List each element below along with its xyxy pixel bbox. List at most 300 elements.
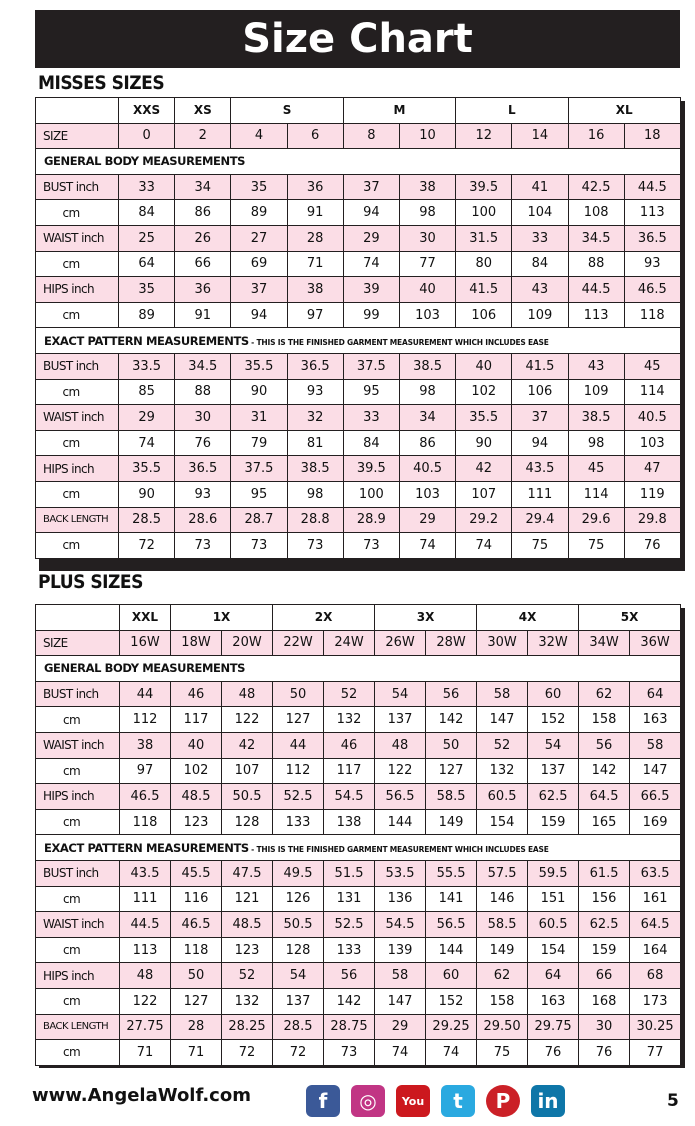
measurement-row (36, 481, 681, 507)
measurement-value: 95 (343, 379, 399, 405)
measurement-value: 77 (630, 1040, 681, 1066)
plus-heading: PLUS SIZES (38, 571, 143, 593)
measurement-row (36, 963, 681, 989)
measurement-value: 84 (512, 251, 568, 277)
measurement-label: cm (36, 937, 120, 963)
measurement-value: 43.5 (120, 860, 171, 886)
measurement-value: 126 (273, 886, 324, 912)
measurement-value: 64.5 (630, 912, 681, 938)
measurement-value: 136 (375, 886, 426, 912)
measurement-value: 28.75 (324, 1014, 375, 1040)
measurement-label: BUST inch (36, 174, 119, 200)
measurement-value: 52 (477, 732, 528, 758)
measurement-value: 98 (287, 481, 343, 507)
measurement-value: 40 (171, 732, 222, 758)
measurement-value: 41.5 (456, 277, 512, 303)
measurement-value: 111 (512, 481, 568, 507)
section-heading (36, 835, 681, 861)
measurement-value: 68 (630, 963, 681, 989)
section-heading-text: EXACT PATTERN MEASUREMENTS (44, 333, 249, 348)
measurement-row (36, 1040, 681, 1066)
measurement-label: cm (36, 251, 119, 277)
measurement-value: 73 (231, 533, 287, 559)
measurement-value: 142 (426, 707, 477, 733)
measurement-value: 79 (231, 430, 287, 456)
measurement-row (36, 732, 681, 758)
measurement-value: 31.5 (456, 225, 512, 251)
measurement-value: 34 (399, 405, 455, 431)
measurement-value: 113 (624, 200, 680, 226)
measurement-value: 90 (119, 481, 175, 507)
measurement-value: 62.5 (579, 912, 630, 938)
measurement-value: 45.5 (171, 860, 222, 886)
measurement-value: 127 (273, 707, 324, 733)
measurement-value: 91 (287, 200, 343, 226)
measurement-row (36, 405, 681, 431)
twitter-icon[interactable]: t (441, 1085, 475, 1117)
measurement-value: 63.5 (630, 860, 681, 886)
measurement-value: 29 (375, 1014, 426, 1040)
measurement-value: 64 (528, 963, 579, 989)
measurement-value: 112 (120, 707, 171, 733)
measurement-value: 122 (375, 758, 426, 784)
website-link[interactable]: www.AngelaWolf.com (32, 1085, 251, 1106)
measurement-value: 85 (119, 379, 175, 405)
measurement-value: 39.5 (456, 174, 512, 200)
measurement-value: 128 (222, 809, 273, 835)
measurement-value: 168 (579, 988, 630, 1014)
measurement-value: 39.5 (343, 456, 399, 482)
measurement-value: 90 (456, 430, 512, 456)
measurement-value: 28.9 (343, 507, 399, 533)
measurement-value: 62 (477, 963, 528, 989)
measurement-value: 109 (512, 302, 568, 328)
measurement-value: 113 (120, 937, 171, 963)
measurement-value: 107 (222, 758, 273, 784)
measurement-value: 58 (630, 732, 681, 758)
measurement-value: 161 (630, 886, 681, 912)
measurement-row (36, 988, 681, 1014)
misses-heading: MISSES SIZES (38, 72, 165, 94)
section-heading-text: EXACT PATTERN MEASUREMENTS (44, 840, 249, 855)
measurement-value: 34.5 (175, 353, 231, 379)
youtube-icon[interactable]: You (396, 1085, 430, 1117)
size-value: 36W (630, 630, 681, 656)
measurement-value: 103 (399, 302, 455, 328)
measurement-value: 52.5 (273, 784, 324, 810)
measurement-value: 27.75 (120, 1014, 171, 1040)
corner-cell (36, 605, 120, 631)
measurement-value: 116 (171, 886, 222, 912)
size-value: 2 (175, 123, 231, 149)
measurement-value: 163 (630, 707, 681, 733)
measurement-value: 104 (512, 200, 568, 226)
measurement-value: 133 (324, 937, 375, 963)
measurement-value: 54.5 (324, 784, 375, 810)
measurement-value: 98 (568, 430, 624, 456)
measurement-value: 28.5 (273, 1014, 324, 1040)
measurement-label: HIPS inch (36, 277, 119, 303)
measurement-value: 33.5 (119, 353, 175, 379)
measurement-value: 158 (579, 707, 630, 733)
measurement-value: 102 (456, 379, 512, 405)
measurement-value: 109 (568, 379, 624, 405)
measurement-value: 48.5 (171, 784, 222, 810)
measurement-value: 100 (456, 200, 512, 226)
measurement-value: 60 (528, 681, 579, 707)
measurement-value: 35 (119, 277, 175, 303)
measurement-value: 36.5 (624, 225, 680, 251)
measurement-value: 151 (528, 886, 579, 912)
measurement-value: 66 (175, 251, 231, 277)
section-heading (36, 328, 681, 354)
measurement-value: 58.5 (477, 912, 528, 938)
measurement-value: 147 (477, 707, 528, 733)
measurement-value: 48.5 (222, 912, 273, 938)
measurement-label: cm (36, 430, 119, 456)
measurement-value: 58.5 (426, 784, 477, 810)
size-value: 20W (222, 630, 273, 656)
size-value: 4 (231, 123, 287, 149)
measurement-value: 73 (324, 1040, 375, 1066)
measurement-value: 39 (343, 277, 399, 303)
measurement-row (36, 200, 681, 226)
measurement-row (36, 533, 681, 559)
measurement-value: 38.5 (287, 456, 343, 482)
measurement-value: 35.5 (119, 456, 175, 482)
measurement-value: 60 (426, 963, 477, 989)
measurement-value: 133 (273, 809, 324, 835)
measurement-value: 89 (119, 302, 175, 328)
measurement-value: 32 (287, 405, 343, 431)
section-heading (36, 149, 681, 175)
measurement-value: 30 (399, 225, 455, 251)
measurement-value: 141 (426, 886, 477, 912)
measurement-label: cm (36, 809, 120, 835)
measurement-value: 137 (273, 988, 324, 1014)
measurement-label: HIPS inch (36, 456, 119, 482)
plus-size-table (35, 604, 681, 1066)
measurement-value: 58 (477, 681, 528, 707)
measurement-value: 61.5 (579, 860, 630, 886)
size-group-label: XXL (120, 605, 171, 631)
measurement-value: 64.5 (579, 784, 630, 810)
measurement-value: 60.5 (477, 784, 528, 810)
measurement-value: 34 (175, 174, 231, 200)
measurement-value: 103 (399, 481, 455, 507)
measurement-label: cm (36, 200, 119, 226)
measurement-value: 152 (426, 988, 477, 1014)
measurement-value: 69 (231, 251, 287, 277)
measurement-value: 54 (528, 732, 579, 758)
measurement-value: 74 (119, 430, 175, 456)
measurement-value: 26 (175, 225, 231, 251)
measurement-value: 36.5 (287, 353, 343, 379)
measurement-value: 163 (528, 988, 579, 1014)
measurement-value: 138 (324, 809, 375, 835)
measurement-value: 73 (287, 533, 343, 559)
measurement-value: 66.5 (630, 784, 681, 810)
measurement-value: 90 (231, 379, 287, 405)
measurement-value: 28.6 (175, 507, 231, 533)
size-value: 24W (324, 630, 375, 656)
measurement-value: 159 (528, 809, 579, 835)
measurement-value: 117 (171, 707, 222, 733)
measurement-value: 76 (624, 533, 680, 559)
measurement-value: 37 (231, 277, 287, 303)
size-group-row (36, 98, 681, 124)
measurement-value: 28.25 (222, 1014, 273, 1040)
measurement-value: 44.5 (568, 277, 624, 303)
measurement-value: 93 (624, 251, 680, 277)
size-group-label: L (456, 98, 568, 124)
measurement-value: 58 (375, 963, 426, 989)
section-heading-text: GENERAL BODY MEASUREMENTS (44, 661, 246, 676)
measurement-value: 97 (120, 758, 171, 784)
measurement-value: 37 (512, 405, 568, 431)
measurement-value: 62.5 (528, 784, 579, 810)
measurement-value: 28.5 (119, 507, 175, 533)
section-heading-note: - THIS IS THE FINISHED GARMENT MEASUREMENT WHICH INCLUDES EASE (248, 337, 549, 347)
measurement-value: 28.8 (287, 507, 343, 533)
instagram-icon[interactable]: ◎ (351, 1085, 385, 1117)
measurement-row (36, 886, 681, 912)
measurement-value: 94 (343, 200, 399, 226)
measurement-value: 86 (175, 200, 231, 226)
measurement-value: 88 (175, 379, 231, 405)
measurement-row (36, 1014, 681, 1040)
measurement-row (36, 860, 681, 886)
measurement-value: 52.5 (324, 912, 375, 938)
measurement-value: 137 (528, 758, 579, 784)
measurement-row (36, 758, 681, 784)
linkedin-icon[interactable]: in (531, 1085, 565, 1117)
measurement-value: 38 (287, 277, 343, 303)
measurement-label: HIPS inch (36, 784, 120, 810)
measurement-value: 139 (375, 937, 426, 963)
measurement-value: 103 (624, 430, 680, 456)
measurement-value: 50 (171, 963, 222, 989)
measurement-value: 46.5 (171, 912, 222, 938)
measurement-value: 64 (630, 681, 681, 707)
measurement-value: 56.5 (426, 912, 477, 938)
measurement-value: 41 (512, 174, 568, 200)
size-value: 18 (624, 123, 680, 149)
measurement-value: 29.8 (624, 507, 680, 533)
measurement-value: 29.6 (568, 507, 624, 533)
measurement-value: 77 (399, 251, 455, 277)
measurement-value: 28 (287, 225, 343, 251)
measurement-value: 100 (343, 481, 399, 507)
measurement-value: 75 (477, 1040, 528, 1066)
size-group-label: XL (568, 98, 680, 124)
measurement-value: 127 (426, 758, 477, 784)
measurement-value: 38.5 (568, 405, 624, 431)
measurement-value: 71 (287, 251, 343, 277)
measurement-value: 132 (222, 988, 273, 1014)
measurement-value: 28.7 (231, 507, 287, 533)
measurement-value: 93 (287, 379, 343, 405)
measurement-value: 169 (630, 809, 681, 835)
measurement-value: 114 (568, 481, 624, 507)
measurement-value: 50 (426, 732, 477, 758)
measurement-value: 50.5 (222, 784, 273, 810)
measurement-value: 42.5 (568, 174, 624, 200)
measurement-value: 165 (579, 809, 630, 835)
measurement-row (36, 302, 681, 328)
measurement-value: 42 (222, 732, 273, 758)
measurement-value: 37 (343, 174, 399, 200)
measurement-row (36, 174, 681, 200)
size-value: 8 (343, 123, 399, 149)
size-row (36, 123, 681, 149)
size-group-label: 2X (273, 605, 375, 631)
measurement-row (36, 809, 681, 835)
measurement-value: 28 (171, 1014, 222, 1040)
misses-size-table (35, 97, 681, 559)
measurement-value: 76 (528, 1040, 579, 1066)
measurement-value: 118 (171, 937, 222, 963)
measurement-value: 29.4 (512, 507, 568, 533)
measurement-row (36, 912, 681, 938)
measurement-value: 74 (456, 533, 512, 559)
measurement-value: 54 (273, 963, 324, 989)
measurement-label: WAIST inch (36, 912, 120, 938)
measurement-value: 48 (375, 732, 426, 758)
size-group-label: M (343, 98, 455, 124)
size-label: SIZE (36, 123, 119, 149)
measurement-value: 46.5 (120, 784, 171, 810)
measurement-value: 113 (568, 302, 624, 328)
measurement-value: 80 (456, 251, 512, 277)
measurement-value: 30 (579, 1014, 630, 1040)
measurement-label: WAIST inch (36, 405, 119, 431)
measurement-value: 74 (343, 251, 399, 277)
page-number: 5 (667, 1091, 679, 1111)
measurement-value: 147 (630, 758, 681, 784)
measurement-value: 89 (231, 200, 287, 226)
measurement-value: 154 (528, 937, 579, 963)
measurement-value: 111 (120, 886, 171, 912)
measurement-value: 131 (324, 886, 375, 912)
size-group-row (36, 605, 681, 631)
measurement-value: 98 (399, 200, 455, 226)
measurement-value: 45 (568, 456, 624, 482)
size-value: 16 (568, 123, 624, 149)
measurement-value: 73 (343, 533, 399, 559)
measurement-value: 73 (175, 533, 231, 559)
measurement-value: 81 (287, 430, 343, 456)
measurement-value: 114 (624, 379, 680, 405)
measurement-label: WAIST inch (36, 732, 120, 758)
measurement-row (36, 937, 681, 963)
measurement-value: 76 (175, 430, 231, 456)
measurement-label: BACK LENGTH (36, 1014, 120, 1040)
measurement-value: 95 (231, 481, 287, 507)
measurement-value: 52 (324, 681, 375, 707)
measurement-value: 71 (120, 1040, 171, 1066)
measurement-value: 56.5 (375, 784, 426, 810)
size-group-label: S (231, 98, 343, 124)
measurement-value: 75 (512, 533, 568, 559)
measurement-value: 29 (399, 507, 455, 533)
measurement-label: WAIST inch (36, 225, 119, 251)
measurement-row (36, 430, 681, 456)
section-heading-row (36, 328, 681, 354)
section-heading-row (36, 149, 681, 175)
section-heading-row (36, 835, 681, 861)
measurement-row (36, 379, 681, 405)
measurement-value: 118 (120, 809, 171, 835)
measurement-value: 159 (579, 937, 630, 963)
measurement-value: 146 (477, 886, 528, 912)
measurement-label: cm (36, 533, 119, 559)
page-title: Size Chart (35, 10, 680, 68)
measurement-value: 51.5 (324, 860, 375, 886)
measurement-value: 108 (568, 200, 624, 226)
measurement-value: 123 (222, 937, 273, 963)
facebook-icon[interactable]: f (306, 1085, 340, 1117)
size-value: 0 (119, 123, 175, 149)
measurement-value: 57.5 (477, 860, 528, 886)
measurement-value: 156 (579, 886, 630, 912)
measurement-value: 27 (231, 225, 287, 251)
measurement-value: 72 (222, 1040, 273, 1066)
measurement-row (36, 784, 681, 810)
measurement-value: 43.5 (512, 456, 568, 482)
measurement-value: 118 (624, 302, 680, 328)
measurement-label: cm (36, 707, 120, 733)
measurement-value: 48 (222, 681, 273, 707)
measurement-value: 55.5 (426, 860, 477, 886)
section-heading-row (36, 656, 681, 682)
measurement-value: 29.75 (528, 1014, 579, 1040)
measurement-row (36, 251, 681, 277)
measurement-label: BUST inch (36, 681, 120, 707)
measurement-value: 36 (287, 174, 343, 200)
measurement-value: 106 (512, 379, 568, 405)
measurement-value: 99 (343, 302, 399, 328)
pinterest-icon[interactable]: P (486, 1085, 520, 1117)
measurement-value: 43 (512, 277, 568, 303)
measurement-value: 31 (231, 405, 287, 431)
measurement-value: 42 (456, 456, 512, 482)
measurement-value: 37.5 (231, 456, 287, 482)
measurement-value: 147 (375, 988, 426, 1014)
measurement-value: 98 (399, 379, 455, 405)
measurement-value: 53.5 (375, 860, 426, 886)
measurement-value: 173 (630, 988, 681, 1014)
measurement-label: BUST inch (36, 860, 120, 886)
measurement-value: 29 (119, 405, 175, 431)
measurement-value: 29.50 (477, 1014, 528, 1040)
measurement-value: 102 (171, 758, 222, 784)
size-value: 18W (171, 630, 222, 656)
measurement-value: 40 (456, 353, 512, 379)
measurement-value: 152 (528, 707, 579, 733)
measurement-value: 74 (426, 1040, 477, 1066)
measurement-value: 106 (456, 302, 512, 328)
measurement-value: 74 (399, 533, 455, 559)
measurement-value: 158 (477, 988, 528, 1014)
size-value: 32W (528, 630, 579, 656)
measurement-value: 121 (222, 886, 273, 912)
measurement-value: 122 (120, 988, 171, 1014)
measurement-value: 149 (477, 937, 528, 963)
measurement-value: 29.25 (426, 1014, 477, 1040)
measurement-value: 97 (287, 302, 343, 328)
measurement-value: 112 (273, 758, 324, 784)
